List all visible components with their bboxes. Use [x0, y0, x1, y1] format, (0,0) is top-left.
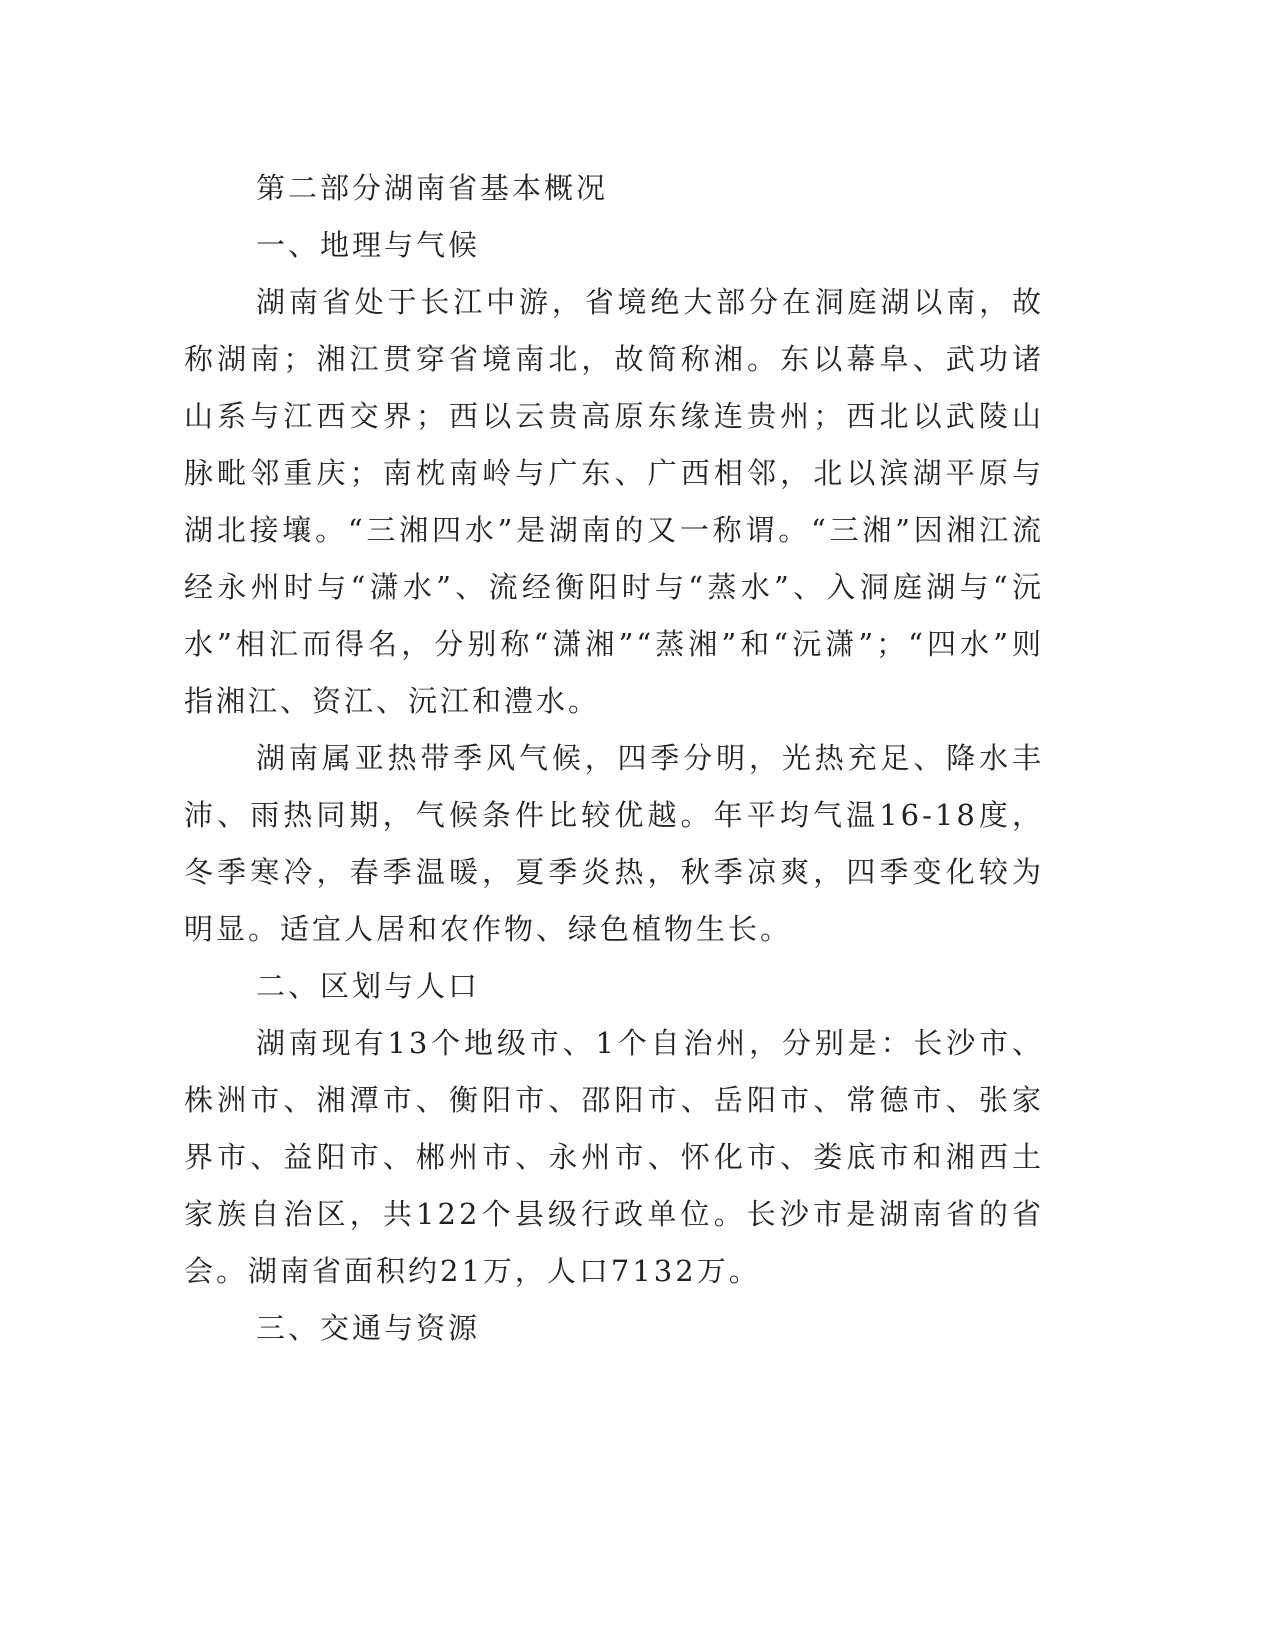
- paragraph-division-population: 湖南现有13个地级市、1个自治州，分别是：长沙市、株洲市、湘潭市、衡阳市、邵阳市、岳阳市、常德市、张家界市、益阳市、郴州市、永州市、怀化市、娄底市和湘西土家族自治区，共122个县级行政单位。长沙市是湖南省的省会。湖南省面积约21万，人口7132万。: [184, 1026, 1044, 1288]
- section-heading-transport-resources: 三、交通与资源: [256, 1311, 481, 1345]
- document-body: [184, 160, 1044, 1357]
- section-heading-division-population: 二、区划与人口: [256, 969, 481, 1003]
- paragraph-geography: 湖南省处于长江中游，省境绝大部分在洞庭湖以南，故称湖南；湘江贯穿省境南北，故简称湘。东以幕阜、武功诸山系与江西交界；西以云贵高原东缘连贵州；西北以武陵山脉毗邻重庆；南枕南岭与广东、广西相邻，北以滨湖平原与湖北接壤。“三湘四水”是湖南的又一称谓。“三湘”因湘江流经永州时与“潇水”、流经衡阳时与“蒸水”、入洞庭湖与“沅水”相汇而得名，分别称“潇湘”“蒸湘”和“沅潇”；“四水”则指湘江、资江、沅江和澧水。: [184, 285, 1044, 718]
- paragraph-climate: 湖南属亚热带季风气候，四季分明，光热充足、降水丰沛、雨热同期，气候条件比较优越。年平均气温16-18度，冬季寒冷，春季温暖，夏季炎热，秋季凉爽，四季变化较为明显。适宜人居和农作物、绿色植物生长。: [184, 741, 1044, 946]
- section-heading-geography-climate: 一、地理与气候: [256, 228, 481, 262]
- part-title: 第二部分湖南省基本概况: [256, 171, 609, 205]
